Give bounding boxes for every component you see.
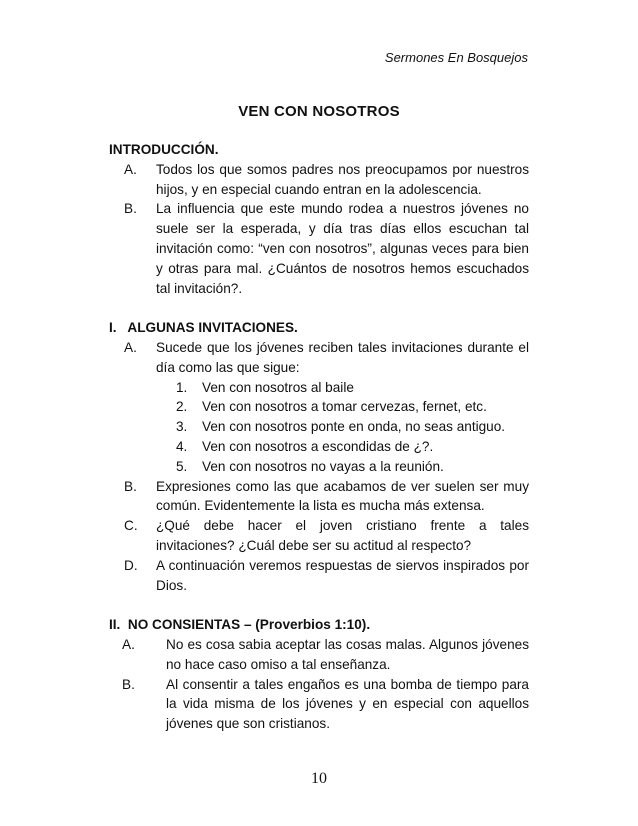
item-label: A. (124, 161, 137, 177)
item-text: Expresiones como las que acabamos de ver suelen ser muy común. Evidentemente la lista es mucha más extensa. (156, 478, 529, 514)
intro-item (109, 160, 529, 200)
item-label: C. (124, 518, 138, 534)
sub-list-item (109, 437, 529, 457)
sermon-outline (109, 140, 529, 734)
sub-item-number: 2. (176, 399, 188, 415)
section-1-heading: I. ALGUNAS INVITACIONES. (109, 320, 298, 336)
sub-item-number: 3. (176, 419, 188, 435)
sub-item-number: 4. (176, 438, 188, 454)
item-label: B. (122, 676, 135, 692)
sub-item-text: Ven con nosotros a tomar cervezas, fernet, etc. (202, 399, 487, 415)
section-1-item (109, 556, 529, 596)
sub-item-number: 1. (176, 379, 188, 395)
sub-list-item (109, 457, 529, 477)
sub-list-item (109, 378, 529, 398)
item-label: B. (124, 201, 137, 217)
section-1-item (109, 516, 529, 556)
sub-item-number: 5. (176, 458, 188, 474)
item-text: ¿Qué debe hacer el joven cristiano frente a tales invitaciones? ¿Cuál debe ser su actitud al respecto? (156, 518, 529, 553)
intro-heading: INTRODUCCIÓN. (109, 142, 219, 157)
section-2-heading: II. NO CONSIENTAS – (Proverbios 1:10). (109, 617, 371, 633)
item-text: Todos los que somos padres nos preocupamos por nuestros hijos, y en especial cuando entran en la adolescencia. (156, 161, 529, 197)
sub-item-text: Ven con nosotros ponte en onda, no seas antiguo. (202, 419, 506, 435)
section-1-item (109, 338, 529, 378)
intro-item (109, 199, 529, 298)
item-label: D. (124, 557, 138, 573)
sub-list-item (109, 417, 529, 437)
item-label: B. (124, 478, 137, 494)
item-label: A. (124, 339, 137, 355)
page-number: 10 (311, 770, 327, 787)
running-header: Sermones En Bosquejos (384, 50, 528, 65)
sub-item-text: Ven con nosotros a escondidas de ¿?. (202, 438, 434, 454)
section-2-item (109, 635, 529, 675)
sub-list-item (109, 397, 529, 417)
section-1-item (109, 477, 529, 517)
item-text: Al consentir a tales engaños es una bomba de tiempo para la vida misma de los jóvenes y en especial con aquellos jóvenes que son cristianos. (166, 676, 529, 732)
item-text: Sucede que los jóvenes reciben tales invitaciones durante el día como las que sigue: (156, 339, 529, 375)
item-text: No es cosa sabia aceptar las cosas malas. Algunos jóvenes no hace caso omiso a tal enseñanza. (166, 636, 529, 672)
sub-item-text: Ven con nosotros al baile (202, 379, 354, 395)
item-label: A. (122, 636, 135, 652)
sub-item-text: Ven con nosotros no vayas a la reunión. (202, 458, 444, 474)
item-text: A continuación veremos respuestas de siervos inspirados por Dios. (156, 557, 529, 593)
item-text: La influencia que este mundo rodea a nuestros jóvenes no suele ser la esperada, y día tras días ellos escuchan tal invitación como: “ven con nosotros”, algunas veces para bien y otras para mal. ¿Cuántos de nosotros hemos escuchados tal invitación?. (156, 201, 529, 296)
section-2-item (109, 675, 529, 734)
page-title: VEN CON NOSOTROS (238, 103, 400, 120)
